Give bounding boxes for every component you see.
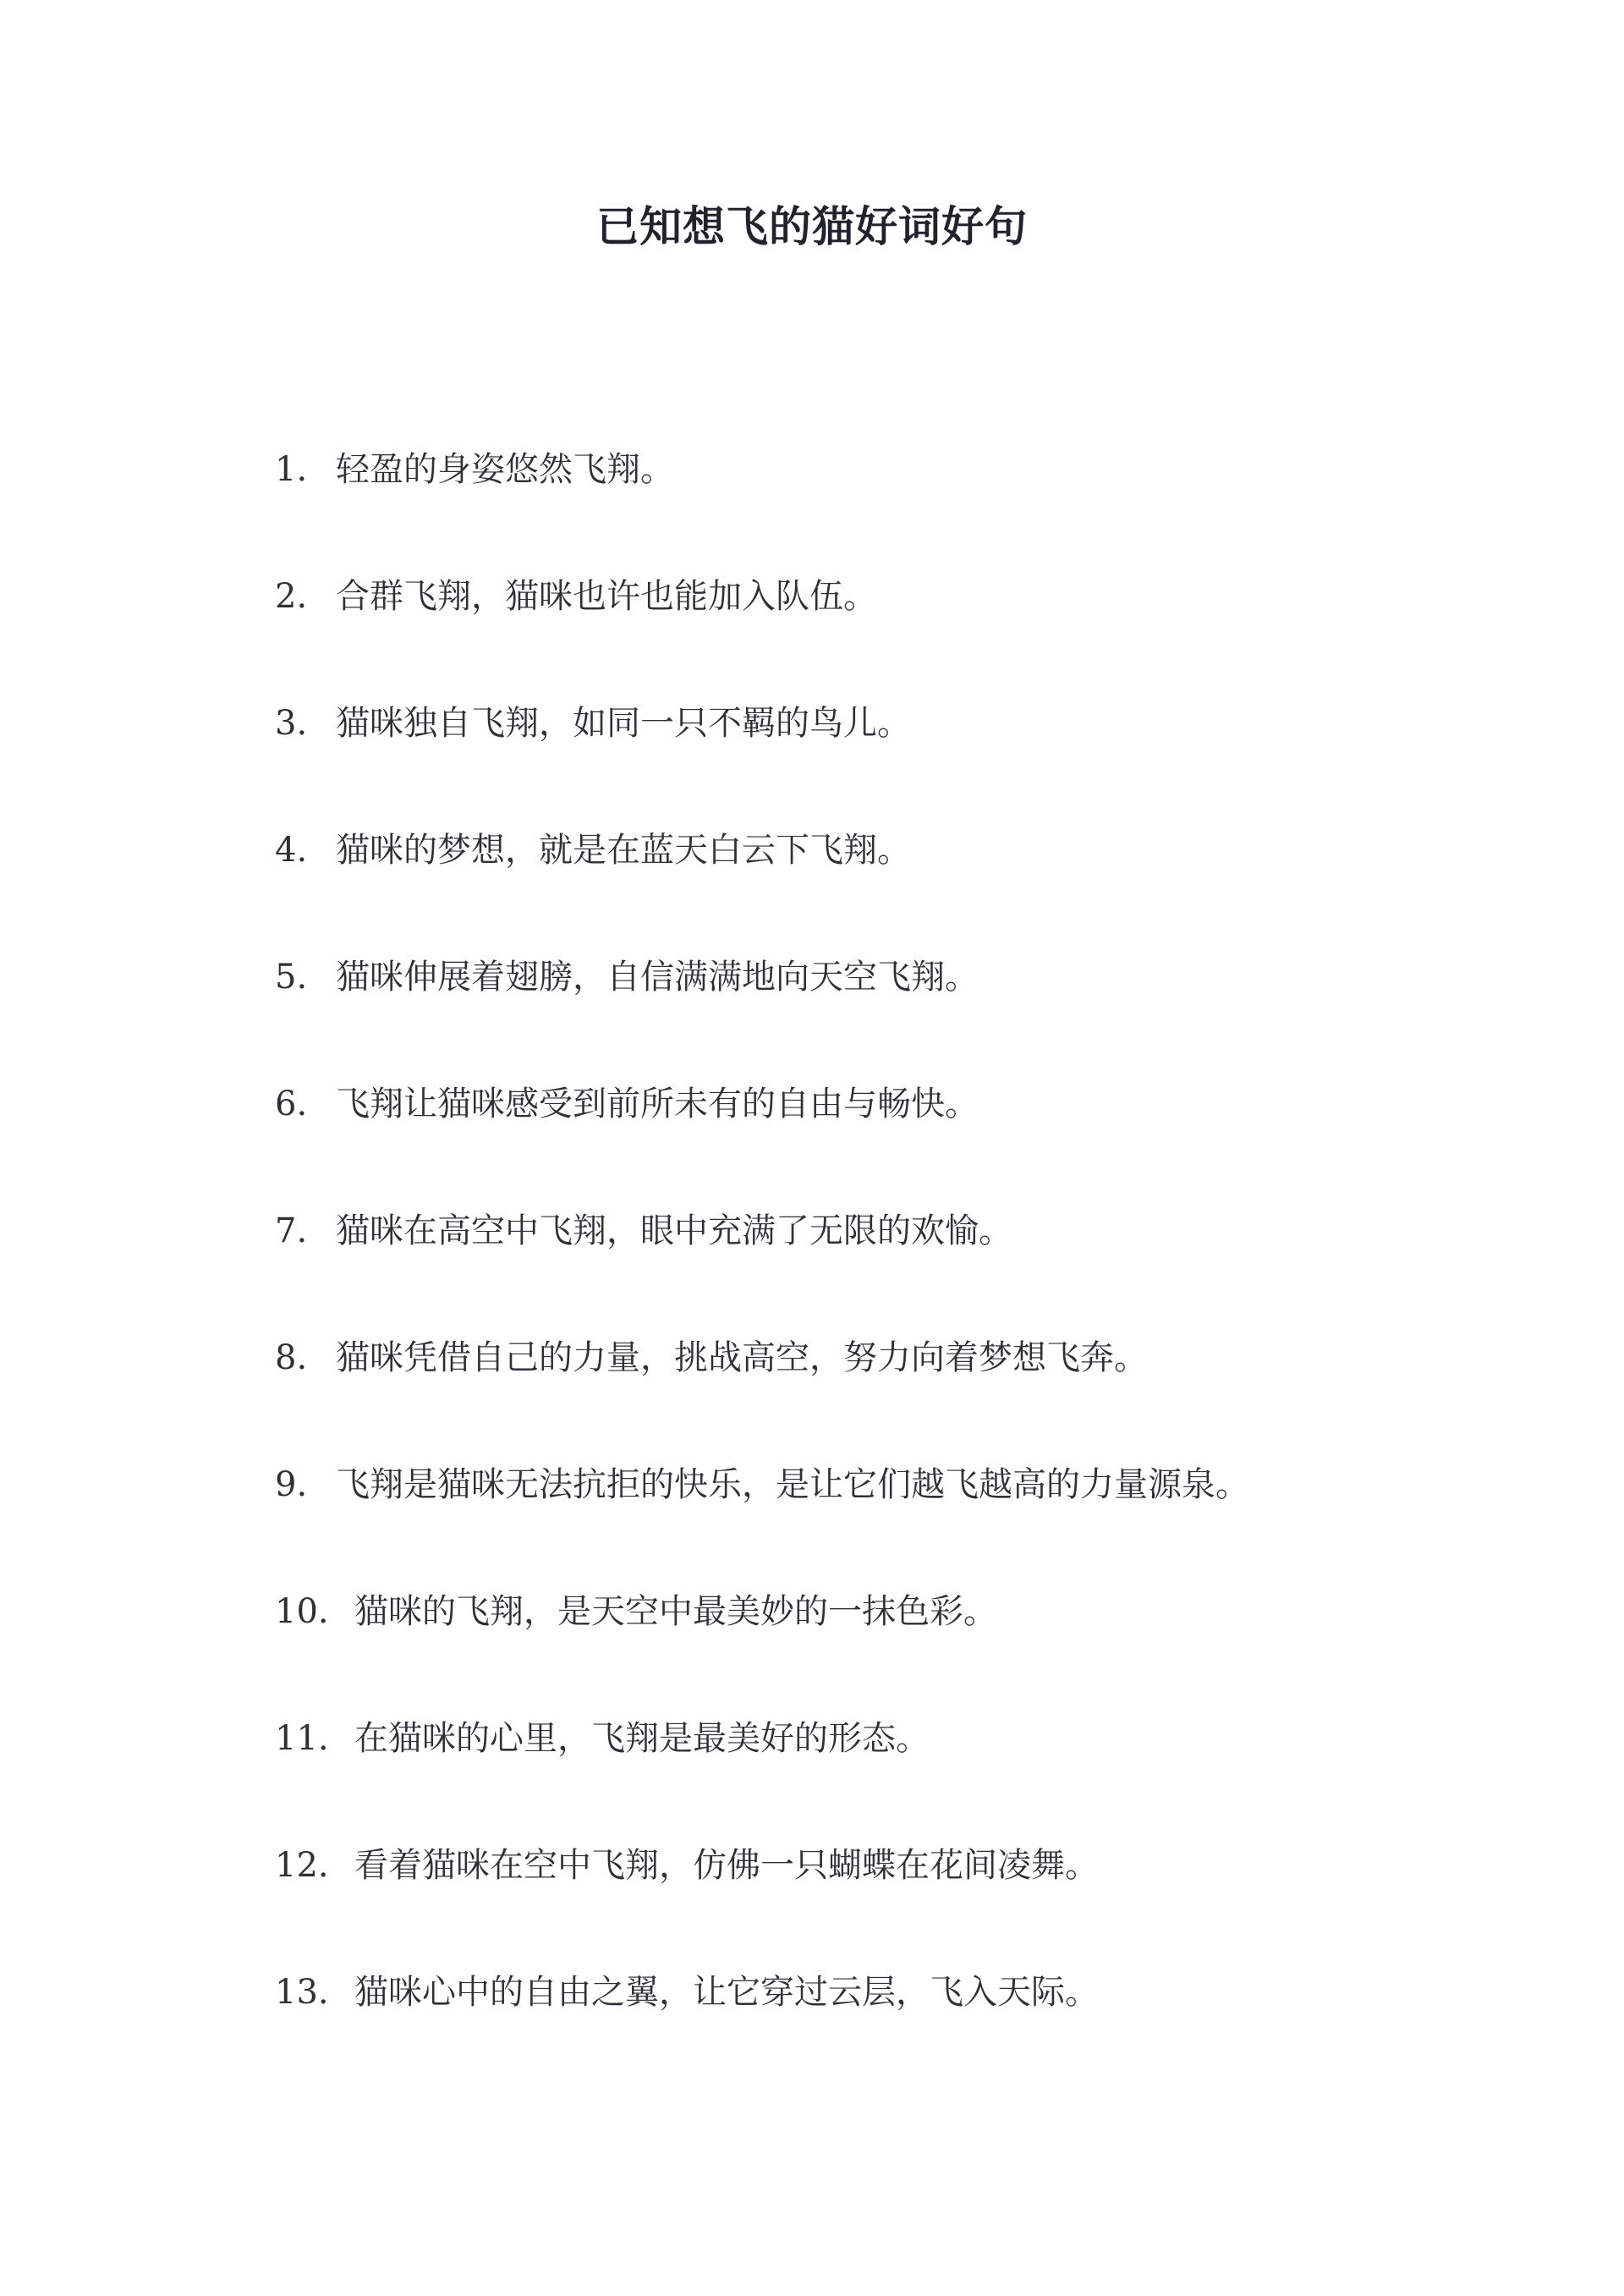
item-text: 猫咪心中的自由之翼，让它穿过云层，飞入天际。 <box>354 1973 1099 2012</box>
list-item <box>275 694 1501 821</box>
list-item <box>275 1963 1501 2090</box>
item-number: 2. <box>275 577 308 616</box>
item-number: 3. <box>275 704 308 743</box>
item-text: 猫咪在高空中飞翔，眼中充满了无限的欢愉。 <box>336 1211 1012 1250</box>
list-item <box>275 1074 1501 1201</box>
item-text: 飞翔让猫咪感受到前所未有的自由与畅快。 <box>336 1085 979 1123</box>
item-number: 9. <box>275 1465 308 1504</box>
item-number: 11. <box>275 1719 329 1758</box>
item-text: 轻盈的身姿悠然飞翔。 <box>336 450 674 489</box>
item-number: 1. <box>275 450 308 489</box>
item-number: 8. <box>275 1338 308 1377</box>
item-number: 12. <box>275 1846 329 1885</box>
item-text: 猫咪的飞翔，是天空中最美妙的一抹色彩。 <box>354 1592 997 1631</box>
item-number: 6. <box>275 1085 308 1123</box>
list-item <box>275 1455 1501 1582</box>
item-text: 合群飞翔，猫咪也许也能加入队伍。 <box>336 577 877 616</box>
list-item <box>275 440 1501 567</box>
item-number: 13. <box>275 1973 329 2012</box>
list-item <box>275 948 1501 1074</box>
list-item <box>275 567 1501 694</box>
list-item <box>275 1328 1501 1455</box>
item-text: 飞翔是猫咪无法抗拒的快乐，是让它们越飞越高的力量源泉。 <box>336 1465 1249 1504</box>
item-text: 猫咪的梦想，就是在蓝天白云下飞翔。 <box>336 831 911 870</box>
item-number: 4. <box>275 831 308 870</box>
item-number: 7. <box>275 1211 308 1250</box>
item-text: 猫咪伸展着翅膀，自信满满地向天空飞翔。 <box>336 958 979 997</box>
item-text: 在猫咪的心里，飞翔是最美好的形态。 <box>354 1719 930 1758</box>
list-item <box>275 1582 1501 1709</box>
item-text: 猫咪独自飞翔，如同一只不羁的鸟儿。 <box>336 704 911 743</box>
page-title: 已知想飞的猫好词好句 <box>596 201 1028 251</box>
list-item <box>275 1836 1501 1963</box>
item-number: 5. <box>275 958 308 997</box>
list-item <box>275 1709 1501 1836</box>
sentence-list <box>275 440 1501 2090</box>
list-item <box>275 821 1501 948</box>
item-number: 10. <box>275 1592 329 1631</box>
item-text: 猫咪凭借自己的力量，挑战高空，努力向着梦想飞奔。 <box>336 1338 1148 1377</box>
list-item <box>275 1201 1501 1328</box>
item-text: 看着猫咪在空中飞翔，仿佛一只蝴蝶在花间凌舞。 <box>354 1846 1099 1885</box>
